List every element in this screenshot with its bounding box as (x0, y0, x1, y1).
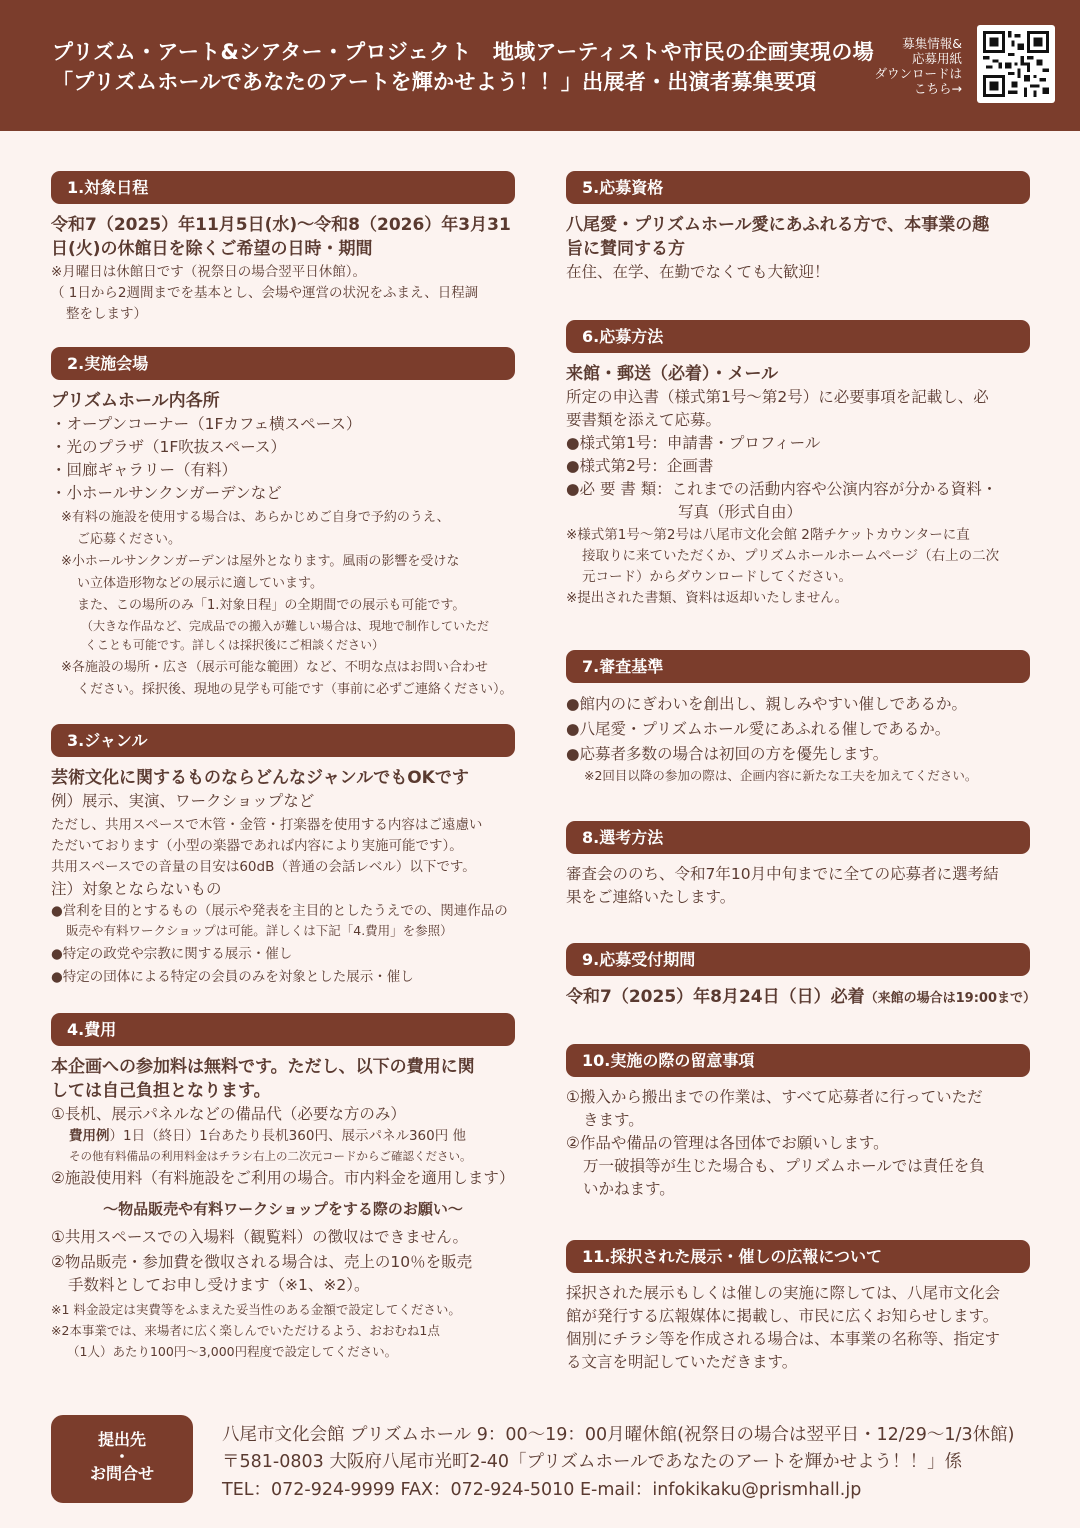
section-criteria (566, 650, 1030, 785)
cost-example (51, 1126, 515, 1147)
schedule-note: ※月曜日は休館日です（祝祭日の場合翌平日休館）。 (51, 264, 367, 280)
genre-main: 芸術文化に関するものならどんなジャンルでもOKです (51, 768, 469, 788)
qr-note-line1: 募集情報& (902, 36, 962, 51)
schedule-note: （ 1日から2週間までを基本とし、会場や運営の状況をふまえ、日程調 (51, 285, 479, 301)
venue-note: ※小ホールサンクンガーデンは屋外となります。風雨の影響を受けな (61, 554, 460, 569)
section-venue (51, 347, 515, 701)
period-sub: （来館の場合は19:00まで） (864, 991, 1037, 1006)
section-heading: 1.対象日程 (51, 171, 515, 204)
cost-footnote: （1人）あたり100円～3,000円程度で設定してください。 (67, 1344, 398, 1359)
genre-text: ただし、共用スペースで木管・金管・打楽器を使用する内容はご遠慮い (51, 817, 483, 833)
section-heading: 10.実施の際の留意事項 (566, 1044, 1030, 1077)
venue-item: ・小ホールサンクンガーデンなど (51, 484, 282, 502)
venue-note: また、この場所のみ「1.対象日程」の全期間での展示も可能です。 (77, 598, 466, 613)
genre-exclusion: 販売や有料ワークショップは可能。詳しくは下記「4.費用」を参照） (66, 923, 453, 938)
cost-example-label: 費用例 (69, 1128, 110, 1144)
qr-note-line2: 応募用紙 (911, 51, 962, 66)
cost-request-item: ①共用スペースでの入場料（観覧料）の徴収はできません。 (51, 1228, 469, 1246)
contact-address: 〒581-0803 大阪府八尾市光町2-40「プリズムホールであなたのアートを輝かせよう！！」係 (222, 1452, 963, 1472)
selection-text: 審査会ののち、令和7年10月中旬までに全ての応募者に選考結 (566, 865, 999, 883)
section-publicity (566, 1240, 1030, 1374)
eligibility-main: 旨に賛同する方 (566, 239, 685, 259)
venue-note: ※有料の施設を使用する場合は、あらかじめご自身で予約のうえ、 (61, 510, 450, 525)
header-banner (0, 0, 1080, 131)
section-application (566, 320, 1030, 609)
application-text: 要書類を添えて応募。 (566, 411, 722, 429)
period-main: 令和7（2025）年8月24日（日）必着 (566, 987, 865, 1007)
application-note: 接取りに来ていただくか、プリズムホールホームページ（右上の二次 (582, 548, 1000, 564)
application-note: ※提出された書類、資料は返却いたしません。 (566, 590, 849, 606)
cost-note: その他有料備品の利用料金はチラシ右上の二次元コードからご確認ください。 (69, 1149, 472, 1163)
contact-badge-line2: お問合せ (89, 1464, 154, 1483)
notes-item: ②作品や備品の管理は各団体でお願いします。 (566, 1134, 889, 1152)
cost-request-title: ～物品販売や有料ワークショップをする際のお願い～ (103, 1200, 463, 1218)
contact-badge (51, 1415, 193, 1503)
footer (0, 1405, 1080, 1528)
application-item: ●様式第1号：申請書・プロフィール (566, 434, 821, 452)
publicity-text: る文言を明記していただきます。 (566, 1353, 798, 1371)
schedule-main: 令和7（2025）年11月5日(水)～令和8（2026）年3月31 (51, 215, 511, 235)
notes-item: いかねます。 (583, 1180, 675, 1198)
cost-footnote: ※2本事業では、来場者に広く楽しんでいただけるよう、おおむね1点 (51, 1323, 440, 1338)
contact-hours: 八尾市文化会館 プリズムホール 9：00～19：00月曜休館(祝祭日の場合は翌平日・12/29～1/3休館) (222, 1425, 1015, 1445)
cost-item: ②施設使用料（有料施設をご利用の場合。市内料金を適用します） (51, 1169, 515, 1187)
genre-exclusion: ●特定の政党や宗教に関する展示・催し (51, 946, 293, 962)
genre-exclusion-title: 注）対象とならないもの (51, 880, 222, 898)
section-heading: 6.応募方法 (566, 320, 1030, 353)
cost-request-item: ②物品販売・参加費を徴収される場合は、売上の10％を販売 (51, 1253, 473, 1271)
schedule-main: 日(火)の休館日を除くご希望の日時・期間 (51, 239, 373, 259)
genre-example: 例）展示、実演、ワークショップなど (51, 792, 315, 810)
cost-footnote: ※1 料金設定は実費等をふまえた妥当性のある金額で設定してください。 (51, 1302, 461, 1317)
publicity-text: 採択された展示もしくは催しの実施に際しては、八尾市文化会 (566, 1284, 1001, 1302)
section-notes (566, 1044, 1030, 1201)
venue-note: ※各施設の場所・広さ（展示可能な範囲）など、不明な点はお問い合わせ (61, 660, 488, 675)
criteria-item: ●応募者多数の場合は初回の方を優先します。 (566, 745, 889, 763)
section-schedule (51, 171, 515, 325)
application-item: ●必 要 書 類：これまでの活動内容や公演内容が分かる資料・ (566, 480, 998, 498)
criteria-item: ●八尾愛・プリズムホール愛にあふれる催しであるか。 (566, 720, 951, 738)
contact-badge-dot: ・ (113, 1447, 130, 1466)
application-main: 来館・郵送（必着）・メール (566, 364, 779, 384)
section-heading: 4.費用 (51, 1013, 515, 1046)
notes-item: 万一破損等が生じた場合も、プリズムホールでは責任を負 (583, 1157, 985, 1175)
venue-note: ください。採択後、現地の見学も可能です（事前に必ずご連絡ください）。 (77, 682, 513, 697)
contact-badge-line1: 提出先 (97, 1430, 146, 1449)
qr-code-icon (983, 31, 1049, 97)
section-heading: 8.選考方法 (566, 821, 1030, 854)
cost-request-item: 手数料としてお申し受けます（※1、※2）。 (68, 1276, 370, 1294)
eligibility-sub: 在住、在学、在勤でなくても大歓迎！ (566, 263, 830, 281)
eligibility-main: 八尾愛・プリズムホール愛にあふれる方で、本事業の趣 (566, 215, 990, 235)
publicity-text: 館が発行する広報媒体に掲載し、市民に広くお知らせします。 (566, 1307, 999, 1325)
section-cost (51, 1013, 515, 1362)
contact-phone-email[interactable]: TEL：072-924-9999 FAX：072-924-5010 E-mail：infokikaku@prismhall.jp (222, 1480, 862, 1500)
application-item: 写真（形式自由） (678, 503, 803, 521)
application-item: ●様式第2号：企画書 (566, 457, 714, 475)
application-text: 所定の申込書（様式第1号～第2号）に必要事項を記載し、必 (566, 388, 989, 406)
notes-item: ①搬入から搬出までの作業は、すべて応募者に行っていただ (566, 1088, 983, 1106)
page-title-line1: プリズム・アート&シアター・プロジェクト 地域アーティストや市民の企画実現の場 (52, 40, 874, 64)
section-heading: 9.応募受付期間 (566, 943, 1030, 976)
selection-text: 果をご連絡いたします。 (566, 888, 736, 906)
section-heading: 5.応募資格 (566, 171, 1030, 204)
venue-note: ご応募ください。 (77, 532, 182, 547)
section-heading: 7.審査基準 (566, 650, 1030, 683)
section-heading: 3.ジャンル (51, 724, 515, 757)
venue-note: くことも可能です。詳しくは採択後にご相談ください） (85, 638, 385, 652)
cost-main: 本企画への参加料は無料です。ただし、以下の費用に関 (51, 1057, 475, 1077)
schedule-note: 整をします） (66, 306, 147, 322)
genre-exclusion: ●営利を目的とするもの（展示や発表を主目的としたうえでの、関連作品の (51, 903, 508, 919)
venue-note: （大きな作品など、完成品での搬入が難しい場合は、現地で制作していただ (81, 619, 490, 633)
cost-example-text: ）1日（終日）1台あたり長机360円、展示パネル360円 他 (109, 1128, 467, 1144)
venue-item: ・光のプラザ（1F吹抜スペース） (51, 438, 287, 456)
section-selection (566, 821, 1030, 909)
section-eligibility (566, 171, 1030, 284)
application-note: 元コード）からダウンロードしてください。 (582, 569, 852, 585)
criteria-item: ●館内のにぎわいを創出し、親しみやすい催しであるか。 (566, 695, 968, 713)
venue-item: ・回廊ギャラリー（有料） (51, 461, 238, 479)
notes-item: きます。 (583, 1111, 644, 1129)
genre-text: 共用スペースでの音量の目安は60dB（普通の会話レベル）以下です。 (51, 859, 476, 875)
venue-note: い立体造形物などの展示に適しています。 (77, 576, 323, 591)
page-title-line2: 「プリズムホールであなたのアートを輝かせよう！！」出展者・出演者募集要項 (52, 70, 817, 94)
section-heading: 2.実施会場 (51, 347, 515, 380)
section-genre (51, 724, 515, 989)
section-period (566, 943, 1037, 1009)
qr-code[interactable] (977, 25, 1055, 103)
venue-main: プリズムホール内各所 (51, 391, 220, 411)
genre-text: ただいております（小型の楽器であれば内容により実施可能です）。 (51, 838, 463, 854)
qr-note-line3: ダウンロードは (874, 66, 962, 81)
criteria-note: ※2回目以降の参加の際は、企画内容に新たな工夫を加えてください。 (584, 768, 978, 783)
application-note: ※様式第1号～第2号は八尾市文化会館 2階チケットカウンターに直 (566, 527, 970, 543)
venue-item: ・オープンコーナー（1Fカフェ横スペース） (51, 415, 362, 433)
qr-note-line4: こちら→ (914, 81, 962, 96)
publicity-text: 個別にチラシ等を作成される場合は、本事業の名称等、指定す (566, 1330, 1001, 1348)
section-heading: 11.採択された展示・催しの広報について (566, 1240, 1030, 1273)
cost-main: しては自己負担となります。 (51, 1081, 271, 1101)
cost-item: ①長机、展示パネルなどの備品代（必要な方のみ） (51, 1105, 406, 1123)
genre-exclusion: ●特定の団体による特定の会員のみを対象とした展示・催し (51, 969, 414, 985)
